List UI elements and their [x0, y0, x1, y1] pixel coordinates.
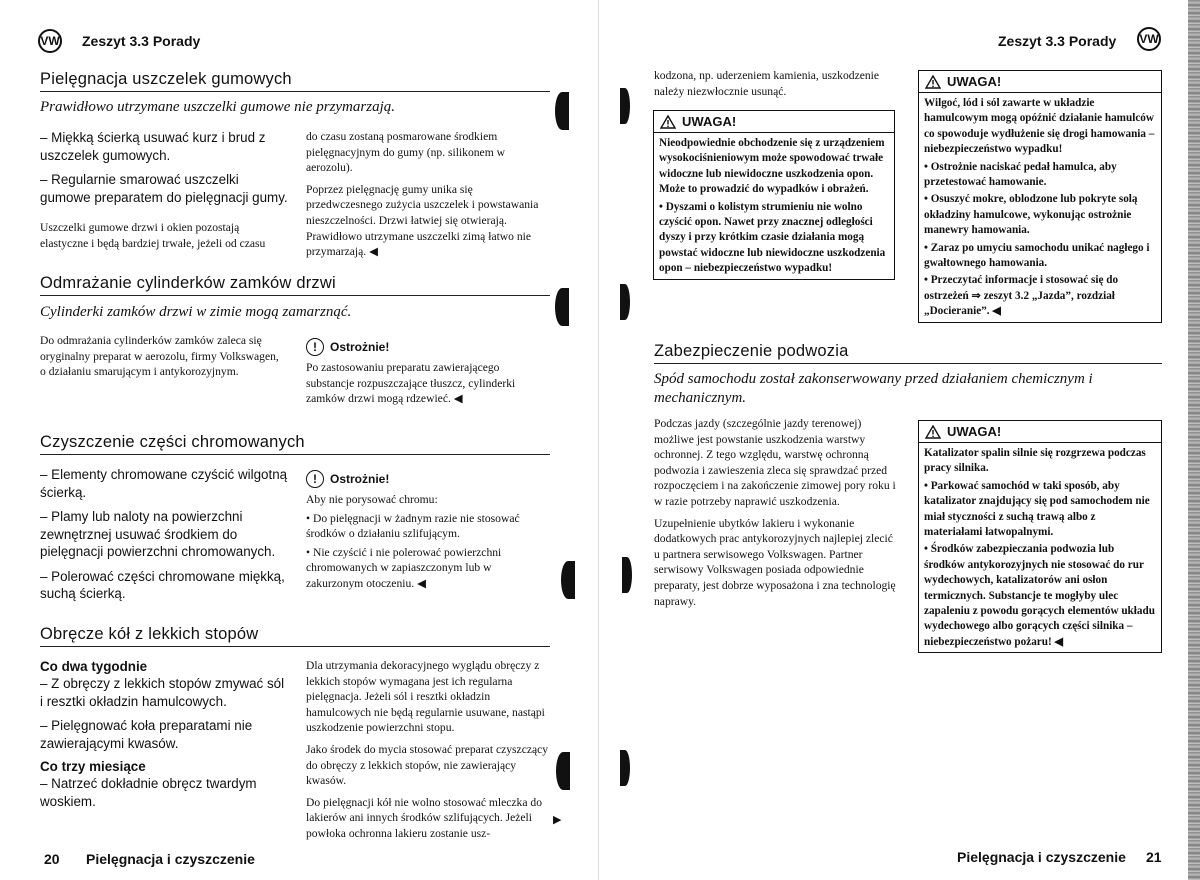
warning-title: UWAGA!	[947, 424, 1002, 439]
chrome-caution-header	[306, 470, 550, 488]
underbody-rule	[654, 363, 1162, 364]
chrome-caution-intro: Aby nie porysować chromu:	[306, 493, 438, 506]
locks-lead: Cylinderki zamków drzwi w zimie mogą zamarznąć.	[40, 304, 352, 320]
warning-bullet: • Ostrożnie naciskać pedał hamulca, aby przetestować hamowanie.	[924, 160, 1117, 189]
seals-rule	[40, 91, 550, 92]
underbody-paragraph-2: Uzupełnienie ubytków lakieru i wykonanie dodatkowych prac antykorozyjnych najlepiej zlecić u partnera serwisowego Volkswagen. Partner serwisowy Volkswagen posiada odpowiednie preparaty, jest dobrze wyposażona i zna technologię naprawy.	[654, 516, 896, 608]
warning-triangle-icon	[925, 75, 941, 89]
section-thumb-tab	[620, 88, 630, 124]
warning-bullet: • Zaraz po umyciu samochodu unikać nagłego i gwałtownego hamowania.	[924, 241, 1150, 270]
locks-caution-title: Ostrożnie!	[330, 340, 390, 354]
warning-box-catalyst	[918, 420, 1162, 653]
vw-logo-left: VW	[38, 29, 62, 53]
seals-paragraph-1: Uszczelki gumowe drzwi i okien pozostają elastyczne i będą bardziej trwałe, jeżeli od czasu	[40, 221, 266, 250]
warning-title: UWAGA!	[947, 74, 1002, 89]
locks-rule	[40, 295, 550, 296]
underbody-column	[654, 416, 898, 609]
rims-s2-bullet-1: – Natrzeć dokładnie obręcz twardym woskiem.	[40, 776, 257, 809]
warning-header	[919, 421, 1161, 443]
chrome-caution-bullet-2: • Nie czyścić i nie polerować powierzchni chromowanych w zapiaszczonym lub w zakurzonym otoczeniu. ◀	[306, 545, 502, 590]
caution-icon: !	[306, 470, 324, 488]
seals-right-column	[306, 129, 550, 260]
book-spine	[598, 0, 599, 880]
vw-logo-right: VW	[1137, 27, 1161, 51]
chrome-bullet-2: – Plamy lub naloty na powierzchni zewnętrznej usuwać środkiem do pielęgnacji powierzchni chromowanych.	[40, 509, 276, 559]
rims-s1-bullet-2: – Pielęgnować koła preparatami nie zawierającymi kwasów.	[40, 718, 253, 751]
warning-bullet: • Dyszami o kolistym strumieniu nie wolno czyścić opon. Nawet przy znacznej odległości dyszy i przy krótkim czasie działania mogą powstać widoczne lub niewidoczne uszkodzenia opon – niebezpieczeństwo wypadku!	[659, 200, 886, 275]
rims-left-column	[40, 659, 288, 810]
locks-caution-header	[306, 338, 550, 356]
locks-heading: Odmrażanie cylinderków zamków drzwi	[40, 274, 336, 292]
warning-triangle-icon	[925, 425, 941, 439]
warning-bullet: • Osuszyć mokre, oblodzone lub pokryte solą okładziny hamulcowe, wykonując ostrożnie manewry hamowania.	[924, 193, 1138, 237]
seals-lead: Prawidłowo utrzymane uszczelki gumowe nie przymarzają.	[40, 99, 395, 115]
warning-text: Katalizator spalin silnie się rozgrzewa podczas pracy silnika.	[924, 447, 1146, 475]
chrome-left-column	[40, 466, 288, 603]
seals-left-column	[40, 129, 288, 251]
warning-body	[919, 93, 1161, 322]
warning-text: Nieodpowiednie obchodzenie się z urządzeniem wysokociśnieniowym może spowodować trwałe widoczne lub niewidoczne uszkodzenia opon. Może to prowadzić do wypadków i obrażeń.	[659, 137, 885, 196]
section-thumb-tab	[556, 752, 570, 790]
chrome-rule	[40, 454, 550, 455]
warning-triangle-icon	[660, 115, 676, 129]
seals-paragraph-2: do czasu zostaną posmarowane środkiem pielęgnacyjnym do gumy (np. silikonem w aerozolu).	[306, 130, 505, 175]
underbody-heading: Zabezpieczenie podwozia	[654, 342, 849, 360]
locks-caution-text: Po zastosowaniu preparatu zawierającego substancje rozpuszczające tłuszcz, cylinderki zamków drzwi mogą rdzewieć. ◀	[306, 361, 516, 406]
seals-paragraph-3: Poprzez pielęgnację gumy unika się przedwczesnego zużycia uszczelek i powstawania nieszczelności. Drzwi łatwiej się otwierają.	[306, 182, 539, 227]
section-thumb-tab	[555, 92, 569, 130]
chrome-bullet-1: – Elementy chromowane czyścić wilgotną ścierką.	[40, 467, 288, 500]
section-thumb-tab	[561, 561, 575, 599]
underbody-lead: Spód samochodu został zakonserwowany przed działaniem chemicznym i mechanicznym.	[654, 371, 1093, 406]
chrome-caution-title: Ostrożnie!	[330, 472, 390, 486]
warning-text: Wilgoć, lód i sól zawarte w układzie hamulcowym mogą opóźnić działanie hamulców co spowoduje wydłużenie się drogi hamowania – niebezpieczeństwo wypadku!	[924, 97, 1155, 156]
rims-heading: Obręcze kół z lekkich stopów	[40, 625, 259, 643]
left-header-title: Zeszyt 3.3 Porady	[82, 33, 201, 49]
section-thumb-tab	[622, 557, 632, 593]
continued-text: kodzona, np. uderzeniem kamienia, uszkodzenie należy niezwłocznie usunąć.	[654, 69, 880, 98]
page-edge-scan	[1188, 0, 1200, 880]
warning-body	[654, 133, 894, 279]
seals-bullet-2: – Regularnie smarować uszczelki gumowe preparatem do pielęgnacji gumy.	[40, 172, 288, 205]
warning-box-pressure-washer	[653, 110, 895, 280]
section-thumb-tab	[555, 288, 569, 326]
rims-right-column	[306, 658, 550, 842]
warning-header	[654, 111, 894, 133]
chrome-bullet-3: – Polerować części chromowane miękką, suchą ścierką.	[40, 568, 285, 601]
left-footer-title: Pielęgnacja i czyszczenie	[86, 851, 255, 867]
section-thumb-tab	[620, 284, 630, 320]
underbody-paragraph-1: Podczas jazdy (szczególnie jazdy terenowej) możliwe jest powstanie uszkodzenia warstwy ochronnej. Z tego względu, warstwę ochronną podwozia i zawieszenia zleca się sprawdzać przed rozpoczęciem i na zakończenie zimowej pory roku i w razie potrzeby naprawić uszkodzenia.	[654, 417, 896, 508]
rims-subheading-2: Co trzy miesiące	[40, 759, 146, 774]
warning-bullet: • Parkować samochód w taki sposób, aby katalizator znajdujący się pod samochodem nie miał styczności z suchą trawą albo z materiałami łatwopalnymi.	[924, 479, 1150, 539]
rims-rule	[40, 646, 550, 647]
locks-caution	[306, 338, 550, 407]
rims-paragraph-3: Do pielęgnacji kół nie wolno stosować mleczka do lakierów ani innych środków szlifujących. Jeżeli powłoka ochronna lakieru zostanie usz-	[306, 795, 542, 840]
rims-subheading-1: Co dwa tygodnie	[40, 659, 148, 674]
section-thumb-tab	[620, 750, 630, 786]
warning-bullet: • Przeczytać informacje i stosować się do ostrzeżeń ⇒ zeszyt 3.2 „Jazda”, rozdział „Docieranie”. ◀	[924, 274, 1119, 318]
right-header-title: Zeszyt 3.3 Porady	[998, 33, 1117, 49]
seals-heading: Pielęgnacja uszczelek gumowych	[40, 70, 292, 88]
chrome-heading: Czyszczenie części chromowanych	[40, 433, 305, 451]
chrome-caution	[306, 470, 550, 592]
chrome-caution-bullet-1: • Do pielęgnacji w żadnym razie nie stosować środków o działaniu szlifującym.	[306, 511, 520, 541]
right-footer-title: Pielęgnacja i czyszczenie	[957, 849, 1126, 865]
right-page-number: 21	[1146, 849, 1162, 865]
warning-title: UWAGA!	[682, 114, 737, 129]
rims-s1-bullet-1: – Z obręczy z lekkich stopów zmywać sól i resztki okładzin hamulcowych.	[40, 676, 285, 709]
rims-paragraph-1: Dla utrzymania dekoracyjnego wyglądu obręczy z lekkich stopów wymagana jest ich regularna pielęgnacja. Jeżeli sól i resztki okładzin hamulcowych nie będą regularnie usuwane, nastąpi uszkodzenie powierzchni stopu.	[306, 659, 545, 735]
warning-box-brakes	[918, 70, 1162, 323]
warning-header	[919, 71, 1161, 93]
caution-icon: !	[306, 338, 324, 356]
left-page-number: 20	[44, 851, 60, 867]
continue-arrow-icon: ▶	[553, 814, 562, 826]
warning-bullet: • Środków zabezpieczania podwozia lub środków antykorozyjnych nie stosować do rur wydechowych, katalizatorów ani osłon termicznych. Substancje te mogłyby ulec zapaleniu z powodu gorących elementów układu wydechowego albo gorących części silnika – niebezpieczeństwo pożaru! ◀	[924, 543, 1155, 648]
seals-bullet-1: – Miękką ścierką usuwać kurz i brud z uszczelek gumowych.	[40, 130, 266, 163]
warning-body	[919, 443, 1161, 652]
seals-paragraph-4: Prawidłowo utrzymane uszczelki zimą łatwo nie przymarzają. ◀	[306, 229, 532, 259]
locks-paragraph: Do odmrażania cylinderków zamków zaleca się oryginalny preparat w aerozolu, firmy Volkswagen, o działaniu smarującym i antykorozyjnym.	[40, 334, 279, 379]
rims-paragraph-2: Jako środek do mycia stosować preparat czyszczący do obręczy z lekkich stopów, nie zawierający kwasów.	[306, 742, 549, 788]
